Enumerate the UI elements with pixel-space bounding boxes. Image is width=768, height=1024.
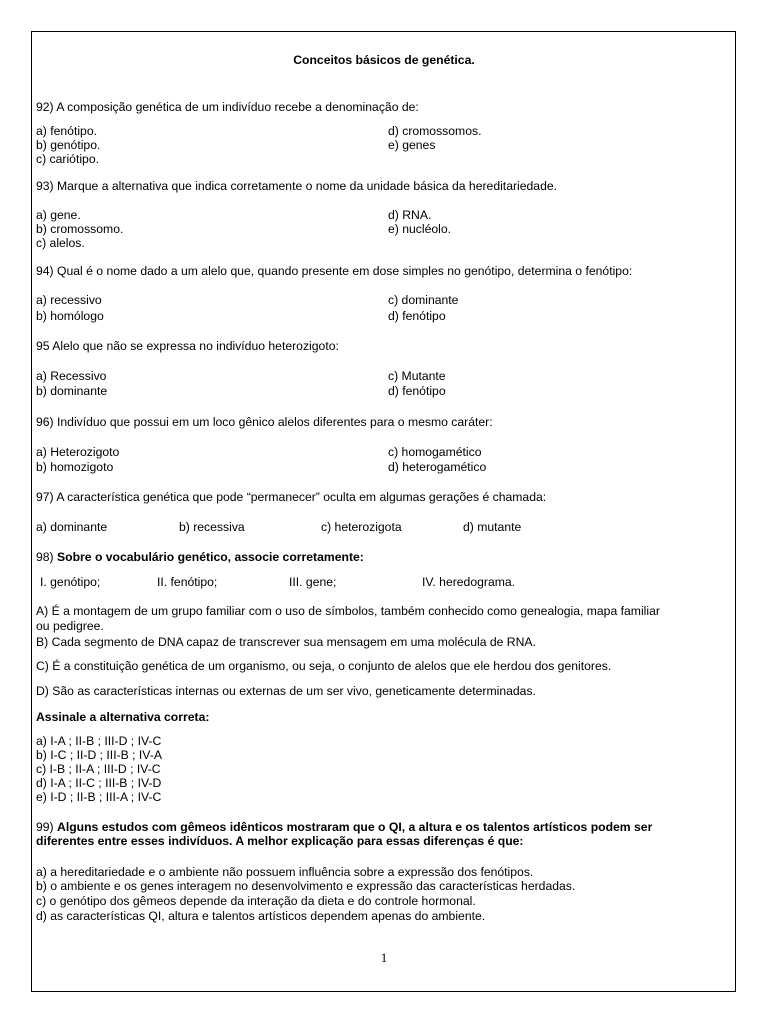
q98-question: Sobre o vocabulário genético, associe corretamente:	[57, 550, 364, 564]
q96-option-b: b) homozigoto	[36, 460, 114, 474]
q95-option-c: c) Mutante	[388, 369, 446, 383]
q97-option-c: c) heterozigota	[321, 520, 402, 534]
page-title: Conceitos básicos de genética.	[293, 53, 475, 67]
q96-option-a: a) Heterozigoto	[36, 445, 120, 459]
q98-instruction: Assinale a alternativa correta:	[36, 710, 210, 724]
question-95: 95 Alelo que não se expressa no indivíduo heterozigoto:	[36, 339, 339, 353]
q99-question-line1: Alguns estudos com gêmeos idênticos mostraram que o QI, a altura e os talentos artísticos podem ser	[57, 820, 653, 834]
question-98	[36, 550, 364, 564]
q94-option-a: a) recessivo	[36, 293, 102, 307]
question-96: 96) Indivíduo que possui em um loco gênico alelos diferentes para o mesmo caráter:	[36, 415, 493, 429]
q97-option-d: d) mutante	[463, 520, 522, 534]
q98-option-d: d) I-A ; II-C ; III-B ; IV-D	[36, 776, 162, 790]
q93-option-d: d) RNA.	[388, 208, 432, 222]
q92-option-e: e) genes	[388, 138, 436, 152]
q98-term-3: III. gene;	[289, 575, 337, 589]
q98-term-2: II. fenótipo;	[157, 575, 218, 589]
q99-option-b: b) o ambiente e os genes interagem no desenvolvimento e expressão das características herdadas.	[36, 879, 576, 893]
q95-option-b: b) dominante	[36, 384, 108, 398]
question-93: 93) Marque a alternativa que indica corretamente o nome da unidade básica da hereditariedade.	[36, 179, 558, 193]
q92-option-b: b) genótipo.	[36, 138, 101, 152]
q95-option-d: d) fenótipo	[388, 384, 446, 398]
question-99-line1	[36, 820, 652, 834]
q98-definition-d: D) São as características internas ou externas de um ser vivo, geneticamente determinadas.	[36, 684, 536, 698]
question-97: 97) A característica genética que pode “permanecer” oculta em algumas gerações é chamada:	[36, 490, 547, 504]
q92-option-a: a) fenótipo.	[36, 124, 97, 138]
q93-option-c: c) alelos.	[36, 236, 85, 250]
q98-option-a: a) I-A ; II-B ; III-D ; IV-C	[36, 734, 162, 748]
q98-definition-a-line1: A) É a montagem de um grupo familiar com o uso de símbolos, também conhecido como genealogia, mapa familiar	[36, 604, 660, 618]
page-number: 1	[380, 950, 388, 965]
q98-option-b: b) I-C ; II-D ; III-B ; IV-A	[36, 748, 162, 762]
q99-number: 99)	[36, 820, 54, 834]
question-94: 94) Qual é o nome dado a um alelo que, quando presente em dose simples no genótipo, determina o fenótipo:	[36, 264, 633, 278]
q94-option-c: c) dominante	[388, 293, 459, 307]
q98-option-e: e) I-D ; II-B ; III-A ; IV-C	[36, 790, 162, 804]
q93-option-b: b) cromossomo.	[36, 222, 124, 236]
q93-option-a: a) gene.	[36, 208, 81, 222]
q95-option-a: a) Recessivo	[36, 369, 107, 383]
q99-option-c: c) o genótipo dos gêmeos depende da interação da dieta e do controle hormonal.	[36, 894, 476, 908]
q96-option-c: c) homogamético	[388, 445, 482, 459]
q98-term-1: I. genótipo;	[40, 575, 101, 589]
q99-option-d: d) as características QI, altura e talentos artísticos dependem apenas do ambiente.	[36, 909, 486, 923]
q98-option-c: c) I-B ; II-A ; III-D ; IV-C	[36, 762, 161, 776]
question-92: 92) A composição genética de um indivíduo recebe a denominação de:	[36, 100, 419, 114]
q98-definition-a-line2: ou pedigree.	[36, 619, 104, 633]
q99-option-a: a) a hereditariedade e o ambiente não possuem influência sobre a expressão dos fenótipos.	[36, 865, 534, 879]
q98-number: 98)	[36, 550, 54, 564]
q97-option-a: a) dominante	[36, 520, 108, 534]
q92-option-c: c) cariótipo.	[36, 152, 99, 166]
q93-option-e: e) nucléolo.	[388, 222, 452, 236]
q94-option-b: b) homólogo	[36, 309, 104, 323]
q98-definition-b: B) Cada segmento de DNA capaz de transcrever sua mensagem em uma molécula de RNA.	[36, 635, 536, 649]
q99-question-line2: diferentes entre esses indivíduos. A melhor explicação para essas diferenças é que:	[36, 834, 524, 848]
q96-option-d: d) heterogamético	[388, 460, 487, 474]
q98-term-4: IV. heredograma.	[422, 575, 516, 589]
q94-option-d: d) fenótipo	[388, 309, 446, 323]
q98-definition-c: C) É a constituição genética de um organismo, ou seja, o conjunto de alelos que ele herdou dos genitores.	[36, 659, 612, 673]
q97-option-b: b) recessiva	[179, 520, 245, 534]
q92-option-d: d) cromossomos.	[388, 124, 482, 138]
